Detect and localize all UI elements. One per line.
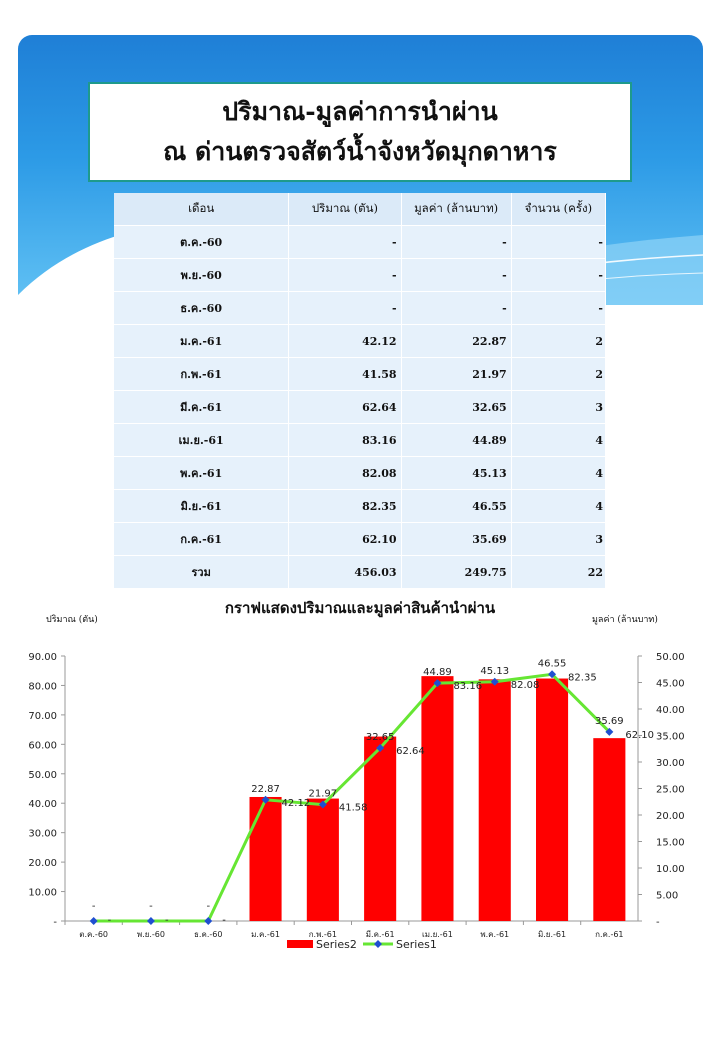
cell-value: - [401, 226, 511, 259]
cell-month: มิ.ย.-61 [114, 490, 289, 523]
legend-swatch-marker [374, 940, 382, 948]
line-data-label: - [91, 901, 96, 912]
y-tick-label: 70.00 [28, 710, 57, 722]
line-data-label: 44.89 [423, 667, 452, 679]
y-axis-label: ปริมาณ (ตัน) [46, 615, 98, 625]
combo-chart [0, 640, 720, 960]
table-row [114, 391, 606, 424]
cell-value: 35.69 [401, 523, 511, 556]
line-data-label: - [206, 901, 211, 912]
bar [364, 737, 396, 921]
cell-count: 3 [511, 523, 605, 556]
cell-value: 44.89 [401, 424, 511, 457]
cell-total-label: รวม [114, 556, 289, 589]
y2-tick-label: 35.00 [656, 731, 685, 743]
cell-total-quantity: 456.03 [289, 556, 401, 589]
cell-count: 4 [511, 424, 605, 457]
y2-tick-label: 50.00 [656, 652, 685, 663]
cell-value: 21.97 [401, 358, 511, 391]
y2-tick-label: 15.00 [656, 837, 685, 849]
cell-quantity: - [289, 226, 401, 259]
table-row [114, 490, 606, 523]
y2-tick-label: 45.00 [656, 678, 685, 690]
cell-count: 2 [511, 325, 605, 358]
title-line-1: ปริมาณ-มูลค่าการนำผ่าน [222, 97, 498, 126]
legend-label-bar: Series2 [316, 938, 357, 951]
x-tick-label: ก.พ.-61 [308, 930, 337, 939]
legend-label-line: Series1 [396, 938, 437, 951]
cell-month: มี.ค.-61 [114, 391, 289, 424]
cell-quantity: 41.58 [289, 358, 401, 391]
line-data-label: 46.55 [537, 658, 567, 670]
cell-month: เม.ย.-61 [114, 424, 289, 457]
bar [479, 679, 511, 921]
line-marker [147, 917, 155, 925]
bar-data-label: 83.16 [453, 681, 483, 693]
chart-title: กราฟแสดงปริมาณและมูลค่าสินค้านำผ่าน [224, 599, 496, 617]
cell-count: 3 [511, 391, 605, 424]
y2-tick-label: - [656, 917, 660, 928]
bar-data-label: 41.58 [338, 802, 368, 814]
cell-quantity: 82.35 [289, 490, 401, 523]
bar-data-label: - [164, 915, 169, 926]
y-tick-label: 30.00 [28, 828, 57, 840]
cell-value: - [401, 292, 511, 325]
cell-count: 2 [511, 358, 605, 391]
cell-quantity: 83.16 [289, 424, 401, 457]
table-total-row [114, 556, 606, 589]
table-row [114, 226, 606, 259]
cell-quantity: - [289, 292, 401, 325]
y2-tick-label: 30.00 [656, 758, 685, 769]
y-tick-label: 80.00 [28, 681, 57, 693]
header-month: เดือน [114, 193, 289, 226]
bar-data-label: 62.10 [625, 729, 654, 741]
table-row [114, 457, 606, 490]
data-table [114, 193, 606, 589]
bar-data-label: - [222, 915, 226, 926]
cell-count: - [511, 292, 605, 325]
cell-value: 32.65 [401, 391, 511, 424]
cell-count: - [511, 259, 605, 292]
y2-tick-label: 10.00 [656, 864, 685, 875]
cell-value: 45.13 [401, 457, 511, 490]
x-tick-label: พ.ย.-60 [136, 930, 166, 939]
bar [593, 738, 625, 921]
table-header-row [114, 193, 606, 226]
bar-data-label: - [107, 915, 112, 926]
x-tick-label: มิ.ย.-61 [537, 930, 567, 939]
cell-month: ต.ค.-60 [114, 226, 289, 259]
line-marker [90, 917, 98, 925]
y2-axis-label: มูลค่า (ล้านบาท) [592, 615, 658, 625]
cell-count: 4 [511, 457, 605, 490]
series-line [91, 674, 610, 921]
table-row [114, 259, 606, 292]
table-row [114, 292, 606, 325]
legend-swatch-bar [287, 940, 313, 948]
bar [307, 799, 339, 921]
cell-value: 22.87 [401, 325, 511, 358]
bar-data-label: 62.64 [396, 745, 425, 757]
x-tick-label: ก.ค.-61 [595, 930, 624, 939]
y-tick-label: 10.00 [28, 887, 57, 899]
table-row [114, 358, 606, 391]
y-tick-label: 20.00 [28, 858, 57, 870]
bar [250, 797, 282, 921]
y-tick-label: 90.00 [28, 652, 57, 663]
cell-month: ธ.ค.-60 [114, 292, 289, 325]
bar [421, 676, 453, 921]
line-data-label: 35.69 [595, 715, 624, 727]
cell-count: 4 [511, 490, 605, 523]
x-tick-label: ต.ค.-60 [79, 930, 109, 939]
cell-count: - [511, 226, 605, 259]
x-tick-label: มี.ค.-61 [365, 930, 395, 939]
x-tick-label: ธ.ค.-60 [194, 930, 223, 939]
line-data-label: 21.97 [308, 788, 338, 800]
title-line-2: ณ ด่านตรวจสัตว์น้ำจังหวัดมุกดาหาร [163, 137, 557, 166]
y2-tick-label: 20.00 [656, 811, 685, 822]
x-tick-label: พ.ค.-61 [480, 930, 510, 939]
cell-quantity: 62.10 [289, 523, 401, 556]
cell-value: 46.55 [401, 490, 511, 523]
bar-data-label: 82.08 [510, 679, 540, 691]
cell-month: พ.ค.-61 [114, 457, 289, 490]
y-tick-label: 60.00 [28, 740, 57, 752]
bar-data-label: 82.35 [568, 672, 597, 684]
cell-month: ม.ค.-61 [114, 325, 289, 358]
y-tick-label: 40.00 [28, 799, 57, 811]
cell-quantity: 82.08 [289, 457, 401, 490]
cell-month: พ.ย.-60 [114, 259, 289, 292]
y2-tick-label: 25.00 [656, 784, 685, 796]
cell-quantity: - [289, 259, 401, 292]
header-count: จำนวน (ครั้ง) [511, 193, 605, 226]
line-data-label: 45.13 [480, 665, 510, 677]
cell-value: - [401, 259, 511, 292]
table-row [114, 424, 606, 457]
bar-data-label: 42.12 [281, 797, 311, 809]
table-row [114, 523, 606, 556]
line-data-label: - [149, 901, 153, 912]
bar [536, 679, 568, 921]
x-tick-label: เม.ย.-61 [422, 930, 453, 939]
cell-total-count: 22 [511, 556, 605, 589]
y-tick-label: - [53, 917, 57, 928]
line-data-label: 32.65 [365, 731, 395, 743]
x-tick-label: ม.ค.-61 [251, 930, 280, 939]
y2-tick-label: 40.00 [656, 705, 685, 716]
y2-tick-label: 5.00 [656, 890, 679, 902]
cell-quantity: 42.12 [289, 325, 401, 358]
cell-quantity: 62.64 [289, 391, 401, 424]
y-tick-label: 50.00 [28, 769, 57, 781]
header-quantity: ปริมาณ (ตัน) [289, 193, 401, 226]
title-box [88, 82, 632, 182]
cell-total-value: 249.75 [401, 556, 511, 589]
cell-month: ก.ค.-61 [114, 523, 289, 556]
line-data-label: 22.87 [251, 783, 280, 795]
header-value: มูลค่า (ล้านบาท) [401, 193, 511, 226]
table-row [114, 325, 606, 358]
cell-month: ก.พ.-61 [114, 358, 289, 391]
